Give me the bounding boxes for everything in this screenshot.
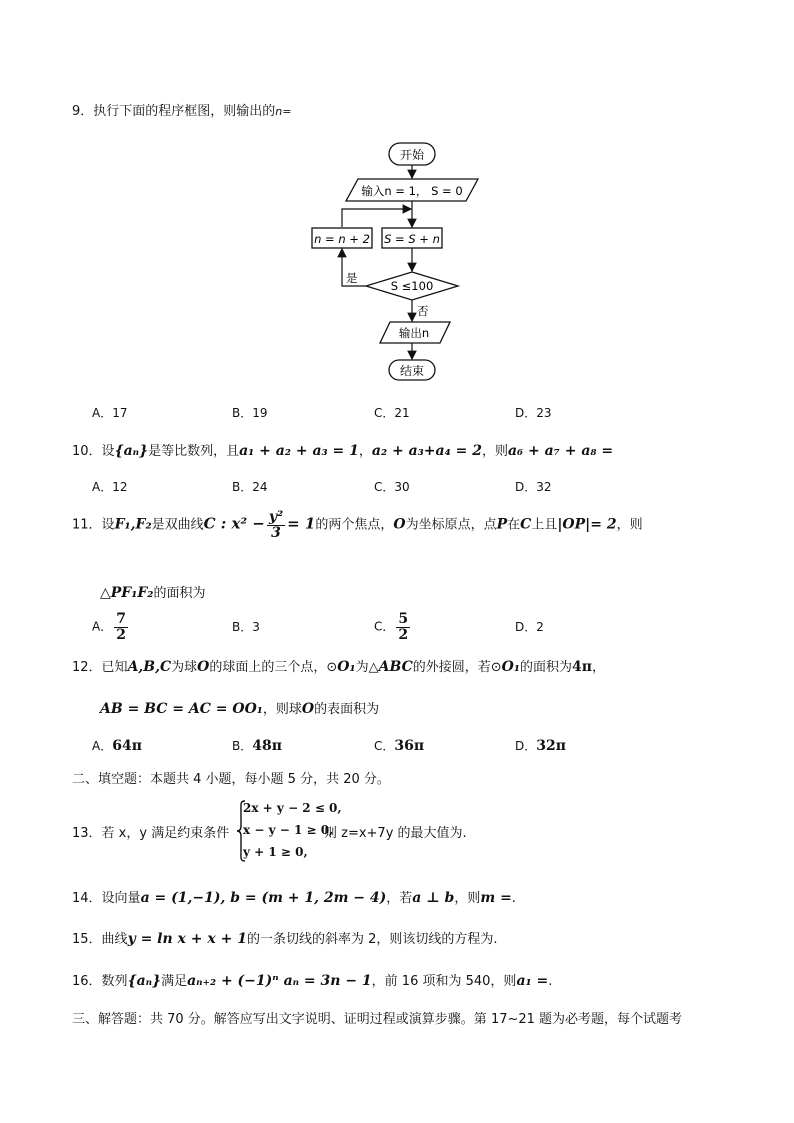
q12-stem-line1: 12．已知A,B,C为球O的球面上的三个点，⊙O₁为△ABC的外接圆，若⊙O₁的面积为4π， <box>72 659 605 675</box>
section-2-heading: 二、填空题：本题共 4 小题，每小题 5 分，共 20 分。 <box>72 772 390 787</box>
q11-stem-line1: 11．设F₁,F₂是双曲线C : x² − $\frac{\text{y²}}{3}$ = 1的两个焦点，O为坐标原点，点P在C上且|OP|= 2，则 <box>72 509 643 541</box>
q10-options <box>92 478 692 502</box>
q9-option-b[interactable]: B．19 <box>232 406 268 420</box>
q12-options <box>92 737 692 761</box>
q12-option-c[interactable]: C．36π <box>374 738 425 754</box>
flow-input-text: 输入n = 1， S = 0 <box>361 184 463 198</box>
flow-output-text: 输出n <box>398 326 430 340</box>
q10-option-b[interactable]: B．24 <box>232 480 268 494</box>
q14-stem: 14．设向量a = (1,−1), b = (m + 1, 2m − 4)，若a ⊥ b，则m =. <box>72 890 516 906</box>
q11-option-d[interactable]: D．2 <box>515 620 544 634</box>
q11-option-c[interactable]: C． $\frac{5}{2}$ <box>374 611 409 643</box>
q13-constraint-3: y + 1 ≥ 0, <box>243 845 308 859</box>
q10-option-c[interactable]: C．30 <box>374 480 410 494</box>
flow-update-s-text: S = S + n <box>384 232 440 246</box>
q15-stem: 15．曲线y = ln x + x + 1的一条切线的斜率为 2，则该切线的方程为. <box>72 931 498 947</box>
q9-options <box>92 404 692 428</box>
section-3-heading: 三、解答题：共 70 分。解答应写出文字说明、证明过程或演算步骤。第 17~21 题为必考题，每个试题考 <box>72 1012 683 1027</box>
q11-option-a[interactable]: A． $\frac{7}{2}$ <box>92 611 126 643</box>
q10-stem: 10．设{aₙ}是等比数列，且a₁ + a₂ + a₃ = 1，a₂ + a₃+a₄ = 2，则a₆ + a₇ + a₈ = <box>72 443 614 459</box>
flow-update-n-text: n = n + 2 <box>314 232 370 246</box>
q10-option-a[interactable]: A．12 <box>92 480 128 494</box>
q11-options <box>92 606 692 646</box>
q9-option-d[interactable]: D．23 <box>515 406 552 420</box>
q13-constraint-1: 2x + y − 2 ≤ 0, <box>243 801 342 815</box>
q13-stem: 13．若 x，y 满足约束条件 <box>72 826 230 841</box>
q12-option-d[interactable]: D．32π <box>515 738 566 754</box>
q11-curve-fraction: $\frac{\text{y²}}{3}$ <box>268 509 284 541</box>
q9-option-a[interactable]: A．17 <box>92 406 128 420</box>
flowchart <box>300 135 500 385</box>
q10-option-d[interactable]: D．32 <box>515 480 552 494</box>
q13-tail: 则 z=x+7y 的最大值为. <box>324 826 467 841</box>
q12-option-b[interactable]: B．48π <box>232 738 282 754</box>
q12-stem-line2: AB = BC = AC = OO₁，则球O的表面积为 <box>100 701 380 717</box>
flow-yes-label: 是 <box>346 271 358 285</box>
q13-constraint-2: x − y − 1 ≥ 0, <box>243 823 334 837</box>
flow-no-label: 否 <box>417 304 429 318</box>
flow-condition-text: S ≤100 <box>390 279 434 293</box>
flow-start-text: 开始 <box>399 148 425 162</box>
q12-option-a[interactable]: A．64π <box>92 738 142 754</box>
q9-stem: 9．执行下面的程序框图，则输出的n= <box>72 104 292 119</box>
q11-option-b[interactable]: B．3 <box>232 620 260 634</box>
q11-stem-line2: △PF₁F₂的面积为 <box>100 585 206 601</box>
q16-stem: 16．数列{aₙ}满足aₙ₊₂ + (−1)ⁿ aₙ = 3n − 1，前 16 项和为 540，则a₁ =. <box>72 973 553 989</box>
q9-option-c[interactable]: C．21 <box>374 406 410 420</box>
flow-end-text: 结束 <box>399 364 425 378</box>
